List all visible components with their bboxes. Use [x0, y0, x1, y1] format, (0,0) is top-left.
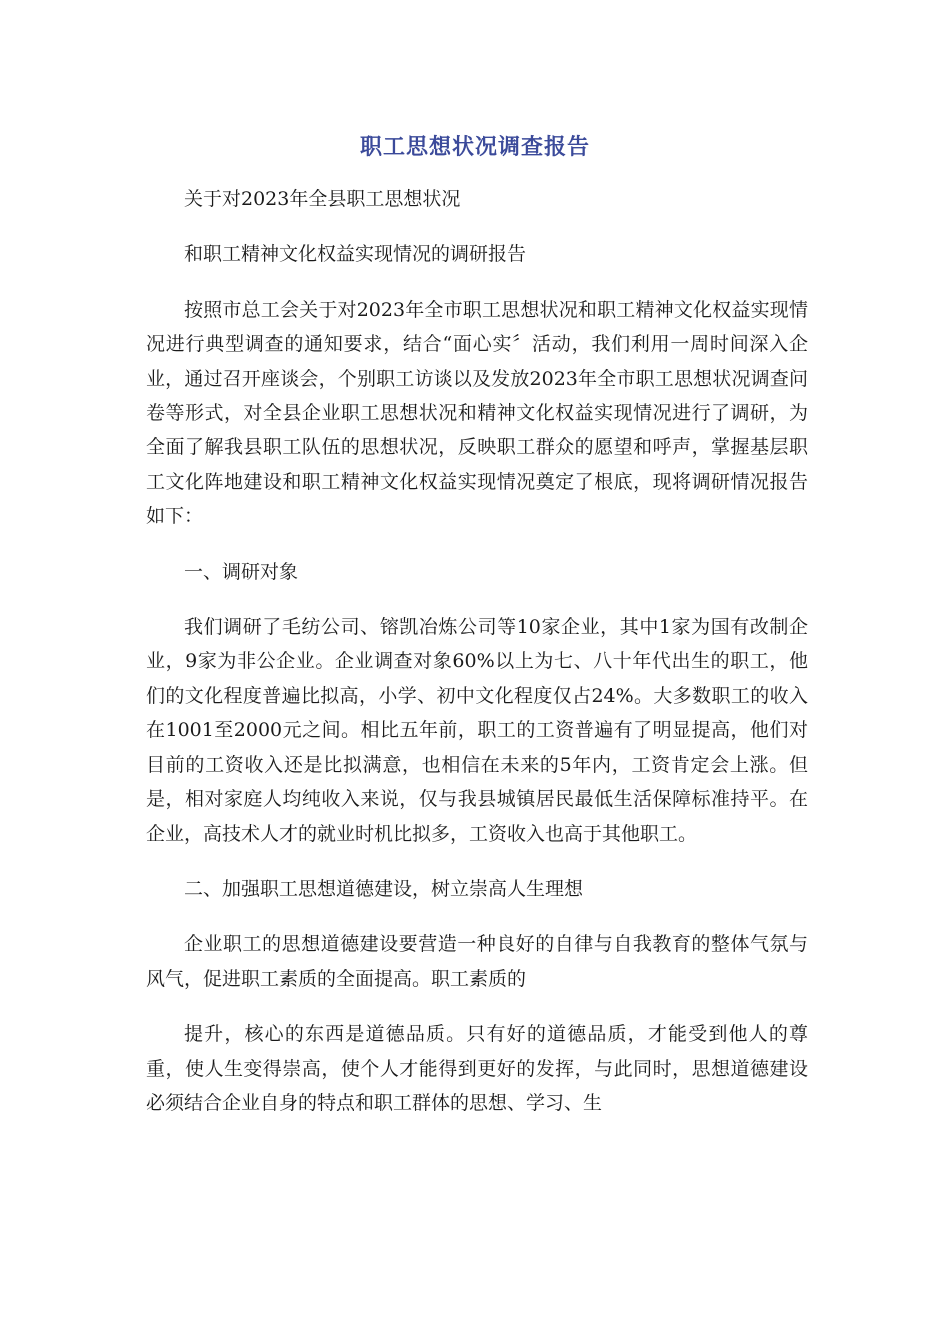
intro-paragraph: 按照市总工会关于对2023年全市职工思想状况和职工精神文化权益实现情况进行典型调查的通知要求，结合“面心实〞活动，我们利用一周时间深入企业，通过召开座谈会，个别职工访谈以及发放2023年全市职工思想状况调查问卷等形式，对全县企业职工思想状况和精神文化权益实现情况进行了调研，为全面了解我县职工队伍的思想状况，反映职工群众的愿望和呼声，掌握基层职工文化阵地建设和职工精神文化权益实现情况奠定了根底，现将调研情况报告如下：	[146, 298, 808, 528]
section-heading-2: 二、加强职工思想道德建设，树立崇高人生理想	[184, 877, 584, 900]
document-title: 职工思想状况调查报告	[359, 135, 590, 160]
subtitle-line-2: 和职工精神文化权益实现情况的调研报告	[184, 243, 527, 266]
subtitle-line-1: 关于对2023年全县职工思想状况	[184, 188, 461, 210]
section-2-paragraph-1: 企业职工的思想道德建设要营造一种良好的自律与自我教育的整体气氛与风气，促进职工素质的全面提高。职工素质的	[146, 933, 808, 990]
section-heading-1: 一、调研对象	[184, 560, 299, 583]
document-body	[146, 182, 808, 1120]
section-2-paragraph-2: 提升，核心的东西是道德品质。只有好的道德品质，才能受到他人的尊重，使人生变得崇高，使个人才能得到更好的发挥，与此同时，思想道德建设必须结合企业自身的特点和职工群体的思想、学习、生	[146, 1023, 808, 1114]
section-1-paragraph: 我们调研了毛纺公司、镕凯冶炼公司等10家企业，其中1家为国有改制企业，9家为非公企业。企业调查对象60%以上为七、八十年代出生的职工，他们的文化程度普遍比拟高，小学、初中文化程度仅占24%。大多数职工的收入在1001至2000元之间。相比五年前，职工的工资普遍有了明显提高，他们对目前的工资收入还是比拟满意，也相信在未来的5年内，工资肯定会上涨。但是，相对家庭人均纯收入来说，仅与我县城镇居民最低生活保障标准持平。在企业，高技术人才的就业时机比拟多，工资收入也高于其他职工。	[146, 616, 808, 845]
